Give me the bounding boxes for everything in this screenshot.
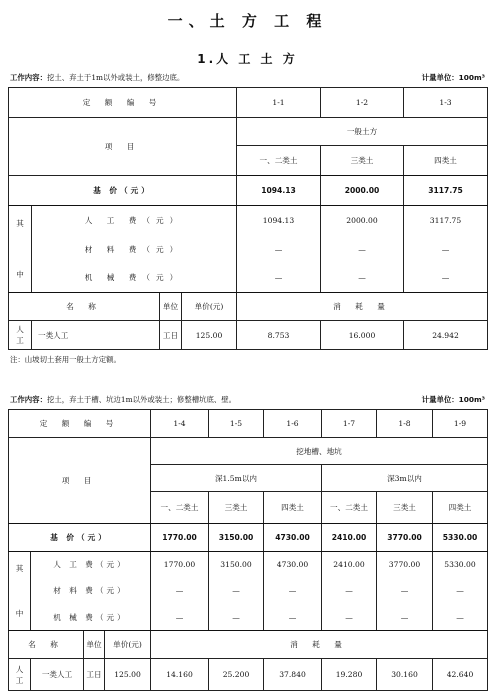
cost-side-label (9, 206, 32, 293)
code-cell: 1-7 (322, 410, 377, 438)
cost-cell: 3770.00 (377, 551, 433, 578)
cost-cell: 3117.75 (404, 206, 488, 235)
quota-table-1 (8, 87, 488, 350)
code-label: 定 额 编 号 (9, 88, 237, 118)
soil-cell: 四类土 (404, 146, 488, 176)
depth-label: 深3m以内 (322, 465, 488, 492)
base-price-cell: 2000.00 (321, 176, 404, 206)
cost-cell: — (151, 604, 209, 631)
work-content-1 (10, 72, 184, 83)
cost-side-bottom: 中 (15, 608, 24, 618)
labor-value: 8.753 (237, 321, 321, 350)
footnote: 注：山坡切土套用一般土方定额。 (10, 355, 121, 364)
cost-cell: 5330.00 (433, 551, 488, 578)
labor-side-label: 人工 (9, 321, 32, 350)
measure-unit-1: 计量单位：100m³ (421, 73, 485, 82)
cost-cell: 4730.00 (264, 551, 322, 578)
cost-row-label: 材 料 费（元） (32, 235, 237, 264)
labor-price: 125.00 (182, 321, 237, 350)
labor-value: 42.640 (433, 659, 488, 691)
depth-label: 深1.5m以内 (151, 465, 322, 492)
quota-table-2 (8, 409, 488, 691)
cost-row-label: 人 工 费（元） (31, 551, 151, 578)
cost-side-top: 其 (15, 563, 24, 573)
cost-row-label: 机 械 费（元） (32, 264, 237, 293)
base-price-cell: 3117.75 (404, 176, 488, 206)
cost-cell: — (237, 264, 321, 293)
labor-value: 37.840 (264, 659, 322, 691)
labor-price: 125.00 (105, 659, 151, 691)
unit-label: 单位 (84, 631, 105, 659)
group-label: 一般土方 (237, 118, 488, 146)
labor-unit: 工日 (160, 321, 182, 350)
labor-name: 一类人工 (32, 321, 160, 350)
base-price-cell: 4730.00 (264, 523, 322, 551)
code-cell: 1-1 (237, 88, 321, 118)
page-title: 一、土 方 工 程 (167, 12, 328, 30)
price-label: 单价(元) (105, 631, 151, 659)
consume-label: 消 耗 量 (237, 293, 488, 321)
cost-cell: 1094.13 (237, 206, 321, 235)
consume-label: 消 耗 量 (151, 631, 488, 659)
work-content-label: 工作内容： (10, 395, 47, 404)
cost-side-top: 其 (16, 219, 24, 228)
cost-row-label: 材 料 费（元） (31, 578, 151, 605)
soil-cell: 四类土 (433, 491, 488, 523)
name-label: 名 称 (9, 631, 84, 659)
labor-value: 24.942 (404, 321, 488, 350)
cost-cell: — (264, 604, 322, 631)
group-label: 挖地槽、地坑 (151, 437, 488, 465)
measure-unit-2: 计量单位：100m³ (421, 395, 485, 404)
cost-cell: — (322, 604, 377, 631)
cost-cell: 2000.00 (321, 206, 404, 235)
work-content-text: 挖土、弃土于1m以外或装土，修整边底。 (46, 73, 185, 82)
price-label: 单价(元) (182, 293, 237, 321)
base-price-cell: 2410.00 (322, 523, 377, 551)
work-content-2 (10, 394, 236, 405)
cost-cell: — (322, 578, 377, 605)
base-price-label: 基 价（元） (9, 523, 151, 551)
code-cell: 1-8 (377, 410, 433, 438)
cost-cell: — (377, 578, 433, 605)
unit-label: 单位 (160, 293, 182, 321)
cost-cell: — (321, 264, 404, 293)
item-label: 项 目 (9, 118, 237, 176)
cost-cell: 3150.00 (209, 551, 264, 578)
base-price-cell: 1094.13 (237, 176, 321, 206)
cost-cell: — (404, 264, 488, 293)
cost-row-label: 人 工 费（元） (32, 206, 237, 235)
labor-value: 16.000 (321, 321, 404, 350)
work-content-text: 挖土，弃土于槽、坑边1m以外或装土；修整槽坑底、壁。 (46, 395, 237, 404)
labor-value: 30.160 (377, 659, 433, 691)
cost-cell: — (264, 578, 322, 605)
cost-side-bottom: 中 (16, 270, 24, 279)
item-label: 项 目 (9, 437, 151, 523)
cost-cell: — (321, 235, 404, 264)
cost-cell: — (433, 578, 488, 605)
cost-side-label (9, 551, 31, 631)
soil-cell: 一、二类土 (151, 491, 209, 523)
soil-cell: 一、二类土 (237, 146, 321, 176)
labor-value: 14.160 (151, 659, 209, 691)
code-cell: 1-6 (264, 410, 322, 438)
labor-name: 一类人工 (31, 659, 84, 691)
soil-cell: 三类土 (209, 491, 264, 523)
code-cell: 1-2 (321, 88, 404, 118)
soil-cell: 四类土 (264, 491, 322, 523)
labor-value: 19.280 (322, 659, 377, 691)
work-content-label: 工作内容： (10, 73, 47, 82)
cost-row-label: 机 械 费（元） (31, 604, 151, 631)
soil-cell: 三类土 (321, 146, 404, 176)
cost-cell: 2410.00 (322, 551, 377, 578)
cost-cell: — (433, 604, 488, 631)
code-label: 定 额 编 号 (9, 410, 151, 438)
base-price-cell: 5330.00 (433, 523, 488, 551)
labor-side-label: 人工 (9, 659, 31, 691)
code-cell: 1-5 (209, 410, 264, 438)
labor-value: 25.200 (209, 659, 264, 691)
code-cell: 1-4 (151, 410, 209, 438)
cost-cell: — (151, 578, 209, 605)
code-cell: 1-9 (433, 410, 488, 438)
cost-cell: — (377, 604, 433, 631)
cost-cell: 1770.00 (151, 551, 209, 578)
name-label: 名 称 (9, 293, 160, 321)
cost-cell: — (209, 604, 264, 631)
base-price-cell: 3770.00 (377, 523, 433, 551)
section-title: 1.人 工 土 方 (197, 52, 298, 66)
cost-cell: — (404, 235, 488, 264)
labor-unit: 工日 (84, 659, 105, 691)
cost-cell: — (237, 235, 321, 264)
base-price-cell: 3150.00 (209, 523, 264, 551)
code-cell: 1-3 (404, 88, 488, 118)
base-price-label: 基 价（元） (9, 176, 237, 206)
cost-cell: — (209, 578, 264, 605)
soil-cell: 三类土 (377, 491, 433, 523)
base-price-cell: 1770.00 (151, 523, 209, 551)
soil-cell: 一、二类土 (322, 491, 377, 523)
